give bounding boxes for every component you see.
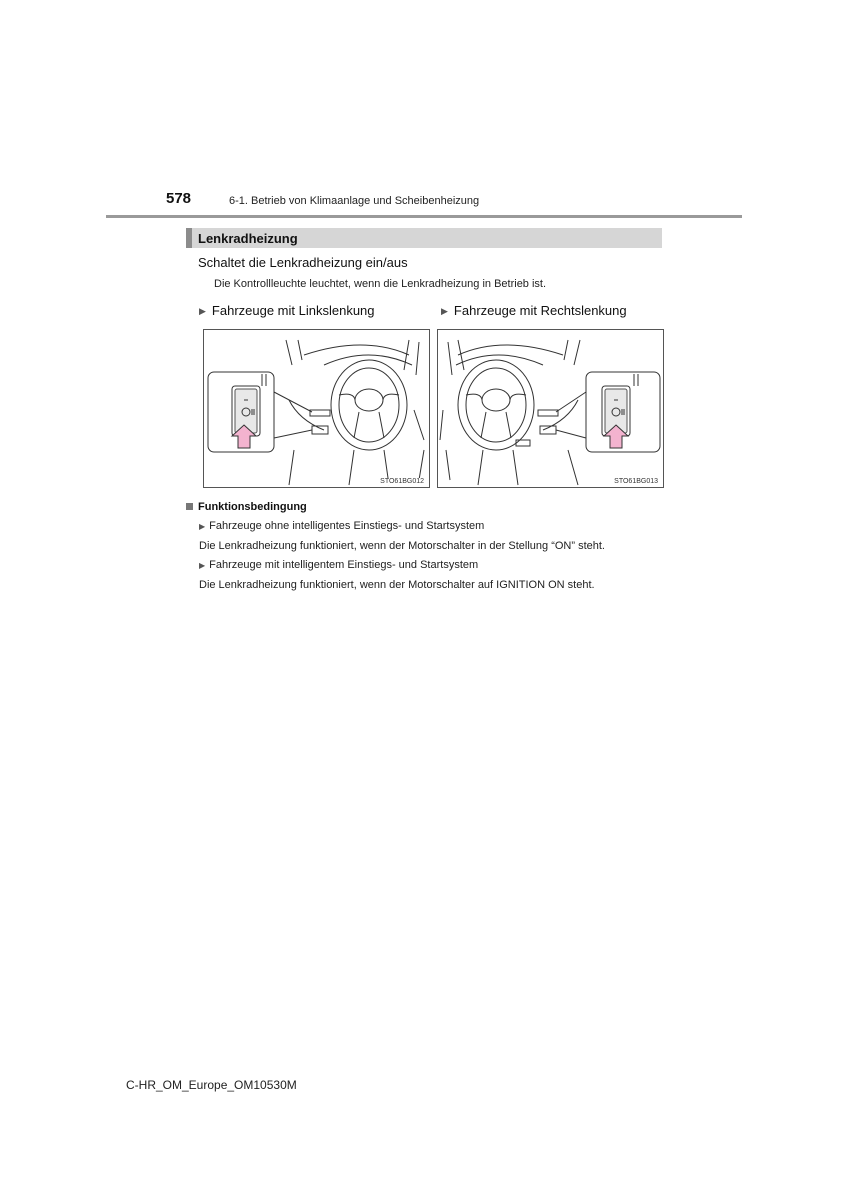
chapter-title: 6-1. Betrieb von Klimaanlage und Scheibenheizung xyxy=(229,195,480,207)
condition-text-2: Die Lenkradheizung funktioniert, wenn der Motorschalter auf IGNITION ON steht. xyxy=(199,579,595,591)
conditions-heading-text: Funktionsbedingung xyxy=(198,501,307,513)
figure-code: STO61BG013 xyxy=(614,478,658,485)
condition-case-text: Fahrzeuge mit intelligentem Einstiegs- und Startsystem xyxy=(209,559,479,571)
variant-label-text: Fahrzeuge mit Rechtslenkung xyxy=(453,303,627,318)
square-bullet-icon xyxy=(186,503,193,510)
figure-left-hand-drive xyxy=(203,329,430,488)
triangle-bullet-icon: ▶ xyxy=(441,306,448,316)
section-heading-accent xyxy=(186,228,192,248)
footer-document-code: C-HR_OM_Europe_OM10530M xyxy=(126,1078,297,1092)
triangle-bullet-icon: ▶ xyxy=(199,522,206,531)
variant-label-left-hand-drive xyxy=(199,303,375,318)
note-text: Die Kontrollleuchte leuchtet, wenn die Lenkradheizung in Betrieb ist. xyxy=(214,278,547,290)
triangle-bullet-icon: ▶ xyxy=(199,561,206,570)
figure-right-hand-drive xyxy=(437,329,664,488)
page-number: 578 xyxy=(166,190,192,207)
condition-case-text: Fahrzeuge ohne intelligentes Einstiegs- und Startsystem xyxy=(209,520,485,532)
section-heading-bar xyxy=(186,228,662,248)
dashboard-illustration-rhd xyxy=(438,330,663,487)
condition-case-2 xyxy=(199,559,478,571)
lead-text: Schaltet die Lenkradheizung ein/aus xyxy=(198,255,408,270)
triangle-bullet-icon: ▶ xyxy=(199,306,206,316)
dashboard-illustration-lhd xyxy=(204,330,429,487)
section-title: Lenkradheizung xyxy=(198,231,298,246)
variant-label-right-hand-drive xyxy=(441,303,627,318)
variant-label-text: Fahrzeuge mit Linkslenkung xyxy=(211,303,375,318)
header-rule xyxy=(106,215,742,218)
condition-case-1 xyxy=(199,520,484,532)
condition-text-1: Die Lenkradheizung funktioniert, wenn der Motorschalter in der Stellung “ON” steht. xyxy=(199,540,605,552)
figure-code: STO61BG012 xyxy=(380,478,424,485)
conditions-heading xyxy=(186,501,307,513)
